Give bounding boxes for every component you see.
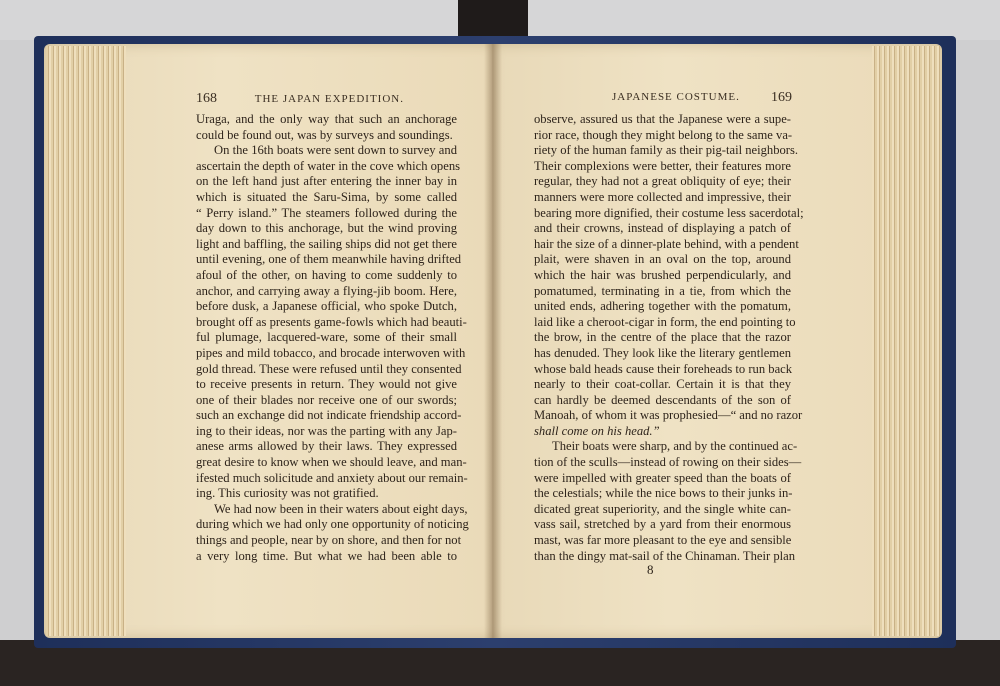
text-line: We had now been in their waters about eight days, [214,501,468,516]
text-line: during which we had only one opportunity of noticing [196,517,469,532]
text-line: things and people, near by on shore, and then for not [196,533,462,548]
right-page-number: 169 [771,90,792,105]
text-line: Uraga, and the only way that such an anchorage [196,112,457,126]
page-gutter [484,44,502,638]
text-line: regular, they had not a great obliquity of eye; their [534,174,791,189]
text-line: anese arms allowed by their laws. They expressed [196,439,457,454]
text-line: laid like a cheroot-cigar in form, the end pointing to [534,314,796,329]
text-line: gold thread. These were refused until they consented [196,361,462,376]
text-line: plait, were shaven in an oval on the top, around [534,252,791,267]
text-line: brought off as presents game-fowls which had beauti- [196,314,467,329]
right-body-text [534,112,804,564]
text-line: anchor, and carrying away a flying-jib boom. Here, [196,283,457,298]
text-line: light and baffling, the sailing ships did not get there [196,236,457,251]
signature-mark: 8 [647,562,654,577]
text-line: the brow, in the centre of the place that the razor [534,330,791,345]
text-line: ifested much solicitude and anxiety about our remain- [196,470,468,485]
text-line: united ends, adhering together with the pomatum, [534,299,791,314]
text-line: dicated great superiority, and the single white can- [534,501,791,516]
text-line: on the left hand just after entering the inner bay in [196,174,457,189]
text-line: great desire to know when we should leave, and man- [196,455,467,470]
text-line: before dusk, a Japanese official, who spoke Dutch, [196,299,457,314]
text-line: until evening, one of them meanwhile having drifted [196,252,462,267]
text-line: can hardly be deemed descendants of the son of [534,392,791,407]
text-line: pomatumed, terminating in a tie, from which the [534,283,791,298]
text-line: has denuded. They look like the literary gentlemen [534,345,791,360]
text-line: such an exchange did not indicate friendship accord- [196,408,462,423]
text-line: Their complexions were better, their features more [534,158,791,173]
text-line: were impelled with greater speed than the boats of [534,470,791,485]
text-line: On the 16th boats were sent down to survey and [214,143,457,158]
text-line: hair the size of a dinner-plate behind, with a pendent [534,236,799,251]
text-line: riety of the human family as their pig-tail neighbors. [534,143,799,158]
text-line: ing. This curiosity was not gratified. [196,486,379,501]
text-line: “ Perry island.” The steamers followed during the [196,205,457,220]
text-line: could be found out, was by surveys and soundings. [196,127,453,142]
text-line: a very long time. But what we had been able to [196,548,457,563]
text-line: than the dingy mat-sail of the Chinaman. Their plan [534,548,796,563]
text-line: bearing more dignified, their costume less sacerdotal; [534,205,804,220]
text-line: whose bald heads cause their foreheads to run back [534,361,793,376]
text-line: pipes and mild tobacco, and brocade interwoven with [196,345,466,360]
left-running-head: THE JAPAN EXPEDITION. [254,93,404,105]
text-line: mast, was far more pleasant to the eye and sensible [534,533,792,548]
text-line: shall come on his head.” [534,423,660,438]
text-line: Their boats were sharp, and by the continued ac- [552,439,798,454]
text-line: the celestials; while the nice bows to their junks in- [534,486,793,501]
text-line: rior race, though they might belong to the same va- [534,127,793,142]
text-line: observe, assured us that the Japanese were a supe- [534,112,791,126]
right-page-edges [872,46,940,636]
left-header [196,91,404,107]
text-line: which is situated the Saru-Sima, by some called [196,189,457,204]
left-page-edges [46,46,126,636]
text-line: ing to their ideas, nor was the parting with any Jap- [196,423,457,438]
text-line: ful plumage, lacquered-ware, some of their small [196,330,457,345]
left-body-text [196,112,469,564]
text-line: ascertain the depth of water in the cove which opens [196,158,461,173]
text-line: afoul of the other, on having to come suddenly to [196,267,457,282]
text-line: Manoah, of whom it was prophesied—“ and no razor [534,408,803,423]
text-line: one of their blades nor receive one of our swords; [196,392,457,407]
text-line: vass sail, stretched by a yard from their enormous [534,517,791,532]
right-running-head: JAPANESE COSTUME. [612,91,740,103]
text-line: which the hair was brushed perpendicularly, and [534,267,791,282]
text-line: tion of the sculls—instead of rowing on their sides— [534,455,802,470]
text-line: to receive presents in return. They would not give [196,377,457,392]
text-line: manners were more collected and impressive, their [534,189,791,204]
text-line: day down to this anchorage, but the wind proving [196,221,457,236]
left-page-number: 168 [196,91,217,106]
text-line: nearly to their coat-collar. Certain it is that they [534,377,791,392]
text-line: and their crowns, instead of displaying a patch of [534,221,791,236]
